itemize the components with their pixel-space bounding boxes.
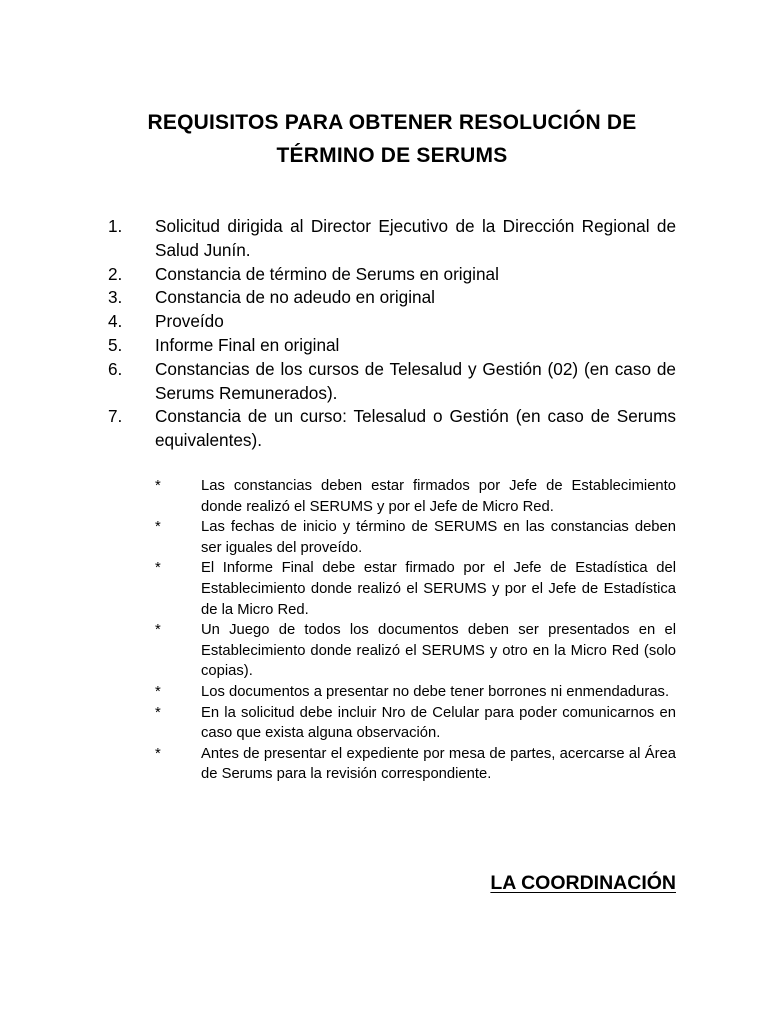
requirement-item: [108, 310, 676, 334]
requirement-text: Constancia de término de Serums en original: [155, 263, 499, 284]
note-item: [155, 517, 676, 558]
note-item: [155, 476, 676, 517]
asterisk-bullet: *: [155, 519, 161, 536]
requirement-text: Constancias de los cursos de Telesalud y Gestión (02) (en caso de Serums Remunerados).: [155, 358, 676, 403]
asterisk-bullet: *: [155, 478, 161, 494]
requirement-number: 4.: [108, 311, 123, 332]
title-line-2: TÉRMINO DE SERUMS: [276, 144, 508, 167]
asterisk-bullet: *: [155, 683, 161, 700]
requirement-item: [108, 286, 676, 310]
notes-list: [155, 476, 676, 785]
asterisk-bullet: *: [155, 560, 161, 577]
title-line-1: REQUISITOS PARA OBTENER RESOLUCIÓN DE: [147, 111, 637, 134]
note-item: [155, 558, 676, 620]
note-text: Las constancias deben estar firmados por Jefe de Establecimiento donde realizó el SERUMS y por el Jefe de Micro Red.: [201, 478, 676, 515]
requirement-number: 7.: [108, 406, 123, 427]
page-title: [100, 106, 684, 172]
note-text: En la solicitud debe incluir Nro de Celular para poder comunicarnos en caso que exista alguna observación.: [201, 704, 676, 742]
requirement-text: Informe Final en original: [155, 334, 340, 355]
note-item: [155, 682, 676, 703]
note-item: [155, 703, 676, 744]
note-item: [155, 744, 676, 785]
requirement-item: [108, 263, 676, 287]
asterisk-bullet: *: [155, 745, 161, 762]
note-item: [155, 620, 676, 682]
requirement-item: [108, 405, 676, 453]
asterisk-bullet: *: [155, 704, 161, 721]
requirement-text: Constancia de un curso: Telesalud o Gestión (en caso de Serums equivalentes).: [155, 406, 676, 451]
requirement-text: Proveído: [155, 311, 224, 332]
requirement-item: [108, 334, 676, 358]
signature-coordination: LA COORDINACIÓN: [490, 872, 676, 894]
note-text: El Informe Final debe estar firmado por el Jefe de Estadística del Establecimiento donde realizó el SERUMS y por el Jefe de Estadística de la Micro Red.: [201, 560, 676, 618]
requirement-item: [108, 215, 676, 263]
requirement-number: 3.: [108, 287, 123, 308]
requirement-number: 1.: [108, 216, 123, 236]
requirement-number: 6.: [108, 358, 123, 379]
asterisk-bullet: *: [155, 622, 161, 639]
requirement-item: [108, 358, 676, 406]
requirement-text: Constancia de no adeudo en original: [155, 287, 435, 308]
note-text: Un Juego de todos los documentos deben ser presentados en el Establecimiento donde realizó el SERUMS y otro en la Micro Red (solo copias).: [201, 622, 676, 680]
note-text: Antes de presentar el expediente por mesa de partes, acercarse al Área de Serums para la revisión correspondiente.: [201, 745, 676, 783]
note-text: Los documentos a presentar no debe tener borrones ni enmendaduras.: [201, 683, 670, 700]
note-text: Las fechas de inicio y término de SERUMS en las constancias deben ser iguales del proveído.: [201, 519, 676, 556]
requirements-list: [108, 215, 676, 453]
requirement-number: 2.: [108, 263, 123, 284]
requirement-text: Solicitud dirigida al Director Ejecutivo de la Dirección Regional de Salud Junín.: [155, 216, 676, 260]
requirement-number: 5.: [108, 334, 123, 355]
